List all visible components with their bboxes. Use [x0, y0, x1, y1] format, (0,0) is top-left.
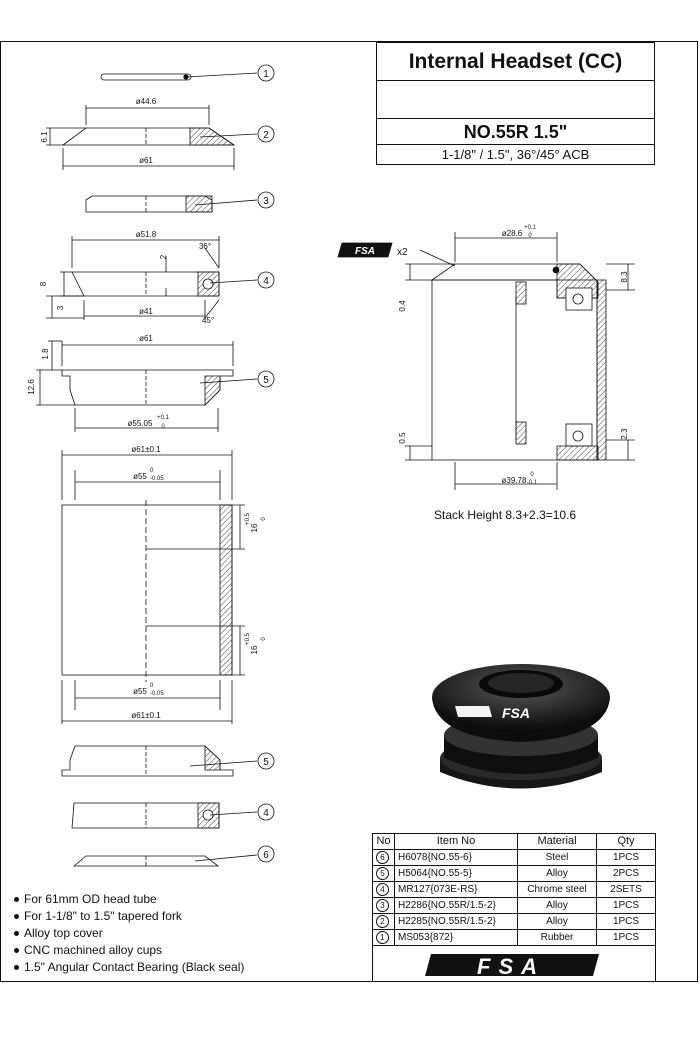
dim-ang36: 36°	[198, 242, 212, 251]
row-material: Chrome steel	[518, 882, 597, 898]
bullet-icon	[14, 965, 19, 970]
callout-6: 6	[263, 850, 269, 861]
table-row	[373, 898, 656, 914]
dim-d28-6-tol-lower: 0	[528, 233, 532, 239]
row-number: 2	[376, 915, 389, 928]
dim-h6-1: 6.1	[40, 131, 49, 143]
row-number: 6	[376, 851, 389, 864]
row-item: MS053{872}	[395, 930, 518, 946]
spec-text: 1-1/8" / 1.5", 36°/45° ACB	[441, 147, 590, 162]
row-qty: 2PCS	[597, 866, 656, 882]
callout-numbers	[263, 69, 269, 861]
dim-d55-top-tol-lower: -0.05	[150, 476, 164, 482]
dimension-labels	[27, 97, 629, 720]
dim-d61-tol-top: ø61±0.1	[131, 445, 161, 454]
dim-h2: 2	[159, 254, 168, 260]
dim-h0-5: 0.5	[398, 432, 407, 444]
row-item: H6078{NO.55-6}	[395, 850, 518, 866]
callout-5: 5	[263, 375, 269, 386]
dim-h3: 3	[56, 305, 65, 311]
title-blank-row	[377, 81, 654, 119]
feature-item: For 1-1/8" to 1.5" tapered fork	[14, 908, 244, 925]
dim-d41: ø41	[139, 307, 153, 316]
row-number: 4	[376, 883, 389, 896]
feature-item: 1.5" Angular Contact Bearing (Black seal)	[14, 959, 244, 976]
fsa-logo-large	[373, 946, 657, 982]
feature-item: For 61mm OD head tube	[14, 891, 244, 908]
assembled-section-view	[405, 232, 635, 490]
dim-d28-6-tol-upper: +0.1	[524, 225, 536, 231]
callout-4: 4	[263, 276, 269, 287]
callout-markers	[258, 65, 274, 862]
dim-h16-a: 16	[250, 523, 259, 533]
stack-height-text: Stack Height 8.3+2.3=10.6	[434, 508, 577, 522]
dim-ang45: 45°	[201, 316, 215, 325]
part-6-crown-race	[74, 855, 257, 866]
parts-table	[372, 833, 656, 946]
bullet-icon	[14, 931, 19, 936]
dim-h12-6: 12.6	[27, 379, 36, 395]
part-5-cup-bottom	[62, 746, 257, 776]
dim-d44-6: ø44.6	[135, 97, 157, 106]
col-qty: Qty	[597, 834, 656, 850]
row-qty: 1PCS	[597, 930, 656, 946]
dim-d55-05-tol-lower: 0	[161, 424, 165, 430]
bullet-icon	[14, 914, 19, 919]
table-row	[373, 914, 656, 930]
row-material: Rubber	[518, 930, 597, 946]
part-3-compression-ring	[86, 196, 257, 212]
dim-h2-3: 2.3	[620, 428, 629, 440]
row-item: H2285{NO.55R/1.5-2}	[395, 914, 518, 930]
product-logo-text: FSA	[502, 705, 530, 721]
row-item: H5064{NO.55-5}	[395, 866, 518, 882]
row-number: 5	[376, 867, 389, 880]
dim-d39-78: ø39.78	[501, 476, 527, 485]
row-qty: 1PCS	[597, 914, 656, 930]
dim-d55-bot: ø55	[133, 687, 147, 696]
row-qty: 1PCS	[597, 850, 656, 866]
dim-d55-top: ø55	[133, 472, 147, 481]
part-4-bearing-bottom	[72, 803, 257, 828]
row-number: 1	[376, 931, 389, 944]
parts-table-header	[373, 834, 656, 850]
dim-h16-a-tol-upper: +0.5	[245, 513, 251, 525]
callout-5b: 5	[263, 757, 269, 768]
col-material: Material	[518, 834, 597, 850]
feature-item: Alloy top cover	[14, 925, 244, 942]
title-text: Internal Headset (CC)	[377, 43, 654, 81]
dim-d51-8: ø51.8	[135, 230, 157, 239]
product-render	[432, 664, 610, 789]
dim-d55-top-tol-upper: 0	[150, 468, 154, 474]
brand-logo-text: FSA	[477, 954, 545, 979]
feature-item: CNC machined alloy cups	[14, 942, 244, 959]
dim-d61-tol-bot: ø61±0.1	[131, 711, 161, 720]
model-text: NO.55R 1.5"	[377, 119, 654, 145]
col-item-no: Item No	[395, 834, 518, 850]
dim-h0-4: 0.4	[398, 300, 407, 312]
dim-d39-78-tol-upper: 0	[530, 472, 534, 478]
head-tube	[62, 450, 245, 724]
row-item: MR127{073E-RS}	[395, 882, 518, 898]
callout-1: 1	[263, 69, 269, 80]
part-1-seal	[101, 73, 257, 80]
callout-2: 2	[263, 130, 269, 141]
row-qty: 2SETS	[597, 882, 656, 898]
brand-logo-cell	[372, 946, 656, 982]
dim-h1-8: 1.8	[41, 348, 50, 360]
section-logo-text: FSA	[355, 246, 375, 257]
dim-d55-05-tol-upper: +0.1	[157, 415, 169, 421]
dim-h16-b-tol-lower: 0	[261, 637, 267, 641]
table-row	[373, 882, 656, 898]
dim-d28-6: ø28.6	[501, 229, 523, 238]
dim-d61-b: ø61	[139, 334, 153, 343]
row-material: Alloy	[518, 866, 597, 882]
table-row	[373, 866, 656, 882]
dim-d55-bot-tol-lower: -0.05	[150, 691, 164, 697]
dim-d55-05: ø55.05	[127, 419, 153, 428]
row-qty: 1PCS	[597, 898, 656, 914]
feature-list	[14, 891, 244, 976]
row-item: H2286{NO.55R/1.5-2}	[395, 898, 518, 914]
row-material: Alloy	[518, 898, 597, 914]
dim-h8: 8	[39, 281, 48, 287]
bullet-icon	[14, 897, 19, 902]
callout-3: 3	[263, 196, 269, 207]
dim-h16-b: 16	[250, 645, 259, 655]
dim-d61-a: ø61	[139, 156, 153, 165]
dim-d55-bot-tol-upper: 0	[150, 683, 154, 689]
callout-4b: 4	[263, 808, 269, 819]
row-material: Alloy	[518, 914, 597, 930]
row-number: 3	[376, 899, 389, 912]
table-row	[373, 930, 656, 946]
col-no: No	[373, 834, 395, 850]
dim-h16-b-tol-upper: +0.5	[245, 633, 251, 645]
dim-d39-78-tol-lower: -0.1	[526, 480, 538, 486]
row-material: Steel	[518, 850, 597, 866]
bullet-icon	[14, 948, 19, 953]
title-block	[376, 42, 655, 165]
table-row	[373, 850, 656, 866]
dim-h8-3: 8.3	[620, 271, 629, 283]
dim-h16-a-tol-lower: 0	[261, 517, 267, 521]
section-qty-label: x2	[397, 247, 408, 258]
